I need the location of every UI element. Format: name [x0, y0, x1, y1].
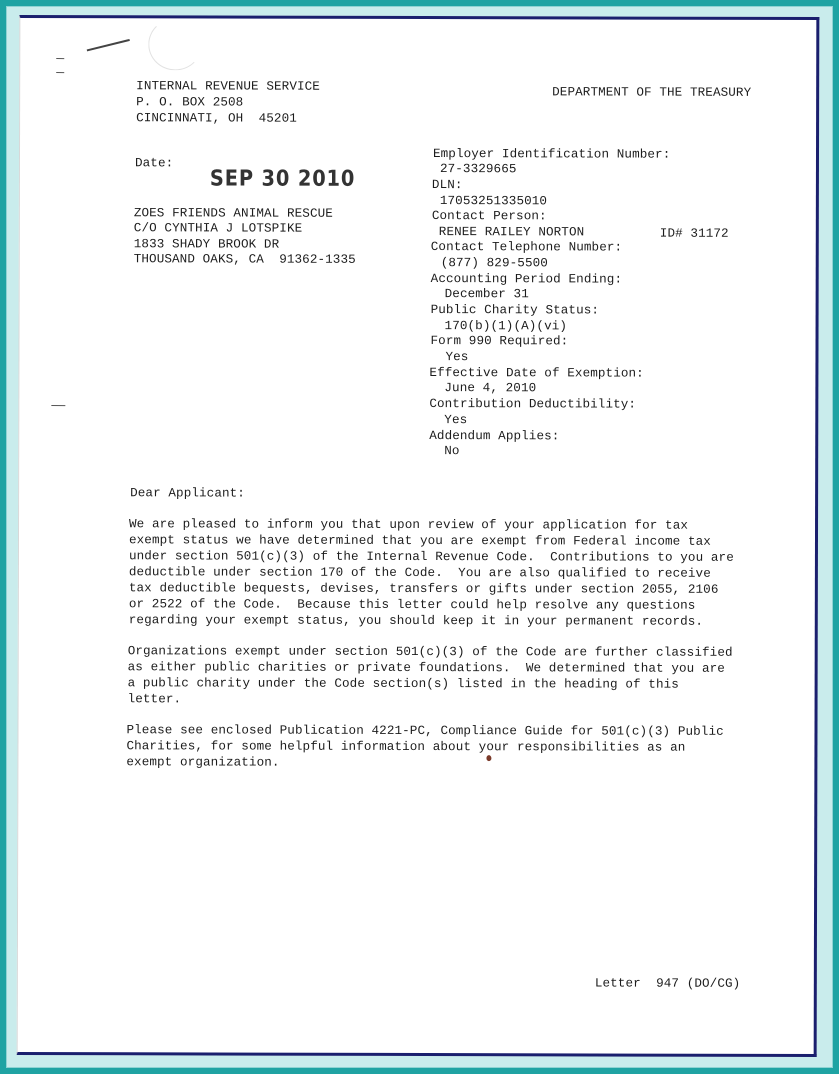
charity-status-value: 170(b)(1)(A)(vi)	[444, 319, 568, 334]
irs-name: INTERNAL REVENUE SERVICE	[136, 79, 320, 94]
paragraph-line: under section 501(c)(3) of the Internal Revenue Code. Contributions to you are	[128, 549, 734, 565]
form-990-label: Form 990 Required:	[430, 334, 569, 349]
paragraph-line: deductible under section 170 of the Code. You are also qualified to receive	[128, 565, 711, 581]
addendum-value: No	[444, 444, 460, 459]
paragraph-line: or 2522 of the Code. Because this letter could help resolve any questions	[128, 597, 696, 613]
paragraph-line: tax deductible bequests, devises, transfers or gifts under section 2055, 2106	[128, 581, 719, 597]
deductibility-value: Yes	[444, 413, 468, 428]
ink-speck	[486, 755, 491, 761]
paragraph-line: regarding your exempt status, you should keep it in your permanent records.	[128, 613, 704, 629]
paragraph-line: Charities, for some helpful information about your responsibilities as an	[126, 739, 686, 755]
phone-value: (877) 829-5500	[440, 256, 548, 271]
margin-tick	[56, 72, 64, 73]
addendum-label: Addendum Applies:	[429, 429, 560, 444]
margin-tick	[51, 405, 65, 406]
paragraph-line: a public charity under the Code section(s) listed in the heading of this	[127, 676, 679, 692]
recipient-name: ZOES FRIENDS ANIMAL RESCUE	[133, 206, 333, 221]
pen-mark	[87, 39, 130, 51]
ein-label: Employer Identification Number:	[432, 147, 671, 162]
paragraph-line: Organizations exempt under section 501(c)(3) of the Code are further classified	[127, 644, 733, 660]
irs-city: CINCINNATI, OH 45201	[136, 111, 297, 126]
recipient-street: 1833 SHADY BROOK DR	[133, 237, 280, 252]
margin-tick	[56, 58, 64, 59]
paragraph-line: We are pleased to inform you that upon review of your application for tax	[129, 517, 689, 533]
date-stamp: SEP 30 2010	[209, 166, 356, 192]
department-title: DEPARTMENT OF THE TREASURY	[552, 85, 752, 100]
contact-id: ID# 31172	[659, 226, 729, 241]
deductibility-label: Contribution Deductibility:	[429, 397, 637, 412]
dln-label: DLN:	[431, 178, 463, 193]
accounting-period-label: Accounting Period Ending:	[430, 272, 623, 287]
punch-hole-mark	[148, 18, 202, 70]
recipient-city: THOUSAND OAKS, CA 91362-1335	[133, 252, 356, 267]
date-label: Date:	[134, 156, 174, 171]
irs-po-box: P. O. BOX 2508	[136, 95, 244, 110]
letter-page	[17, 15, 820, 1057]
ein-value: 27-3329665	[439, 162, 517, 177]
paragraph-line: Please see enclosed Publication 4221-PC, Compliance Guide for 501(c)(3) Public	[126, 723, 724, 739]
recipient-care-of: C/O CYNTHIA J LOTSPIKE	[133, 221, 303, 236]
contact-person-value: RENEE RAILEY NORTON	[438, 225, 585, 240]
form-990-value: Yes	[445, 350, 469, 365]
salutation: Dear Applicant:	[130, 486, 246, 501]
dln-value: 17053251335010	[439, 194, 548, 209]
paragraph-line: exempt organization.	[126, 755, 280, 770]
contact-person-label: Contact Person:	[431, 209, 547, 224]
letter-number: Letter 947 (DO/CG)	[594, 976, 741, 991]
paragraph-line: letter.	[127, 692, 182, 707]
effective-date-label: Effective Date of Exemption:	[429, 366, 644, 381]
paragraph-line: exempt status we have determined that you are exempt from Federal income tax	[128, 533, 711, 549]
effective-date-value: June 4, 2010	[444, 381, 537, 396]
charity-status-label: Public Charity Status:	[430, 303, 600, 318]
phone-label: Contact Telephone Number:	[430, 240, 623, 255]
accounting-period-value: December 31	[444, 287, 529, 302]
paragraph-line: as either public charities or private foundations. We determined that you are	[127, 660, 725, 676]
